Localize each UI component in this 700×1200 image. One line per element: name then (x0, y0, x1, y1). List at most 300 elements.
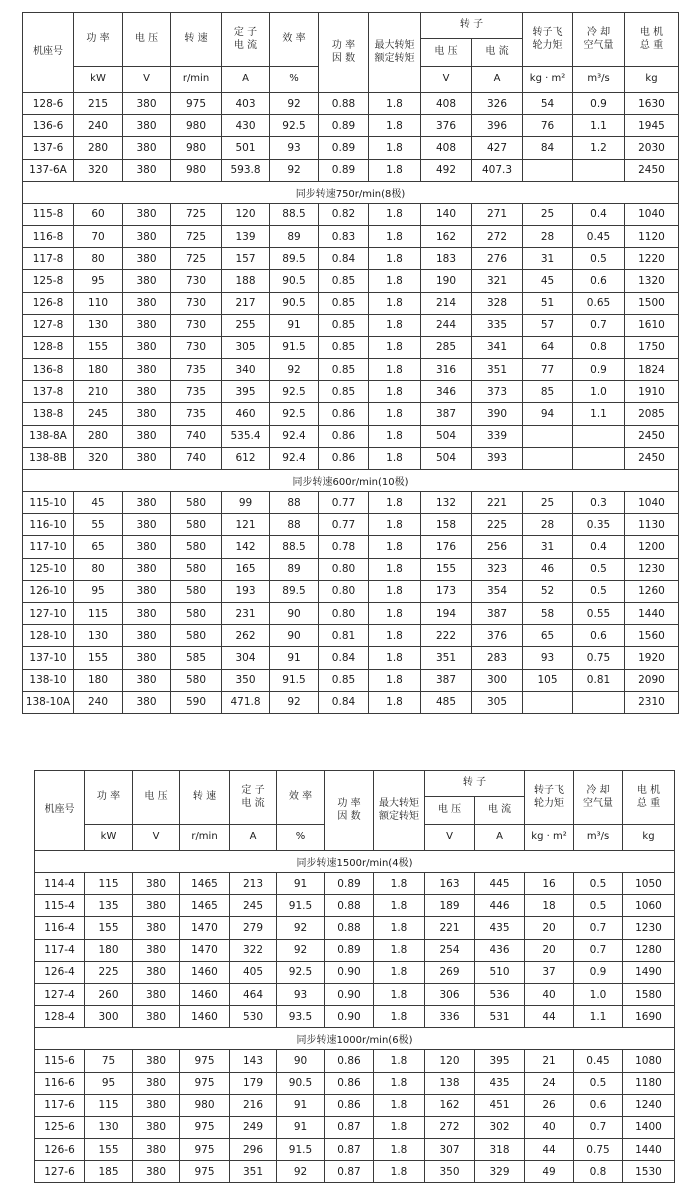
table-cell: 306 (425, 983, 475, 1005)
section-title: 同步转速750r/min(8极) (23, 181, 679, 203)
table-cell: 92.5 (277, 961, 325, 983)
table-cell: 380 (123, 93, 171, 115)
table-row (23, 381, 679, 403)
table-cell: 245 (230, 895, 277, 917)
table-cell: 0.5 (574, 895, 623, 917)
table-cell: 1.8 (369, 115, 421, 137)
table-cell: 0.90 (325, 983, 374, 1005)
table-cell: 91 (270, 314, 319, 336)
table-cell: 1.8 (374, 983, 425, 1005)
unit-power: kW (85, 825, 133, 851)
table-cell: 373 (472, 381, 523, 403)
table-cell: 0.90 (325, 961, 374, 983)
table-cell: 380 (123, 203, 171, 225)
table-cell: 1.8 (369, 270, 421, 292)
table-cell: 0.86 (319, 425, 369, 447)
table-cell: 46 (523, 558, 573, 580)
table-cell: 580 (171, 602, 222, 624)
table-cell: 0.45 (573, 225, 625, 247)
table-cell: 138-10A (23, 691, 74, 713)
section-title: 同步转速600r/min(10极) (23, 470, 679, 492)
table-cell: 92 (270, 691, 319, 713)
table-cell: 189 (425, 895, 475, 917)
table-cell: 0.87 (325, 1139, 374, 1161)
table-cell: 0.88 (325, 917, 374, 939)
header-rotor: 转 子 (425, 771, 525, 797)
table-cell: 92 (270, 359, 319, 381)
table-cell: 0.5 (573, 248, 625, 270)
table-cell: 185 (85, 1161, 133, 1183)
table-cell: 142 (222, 536, 270, 558)
table-cell: 380 (123, 248, 171, 270)
table-cell: 580 (171, 492, 222, 514)
table-cell: 1.8 (369, 314, 421, 336)
table-cell: 380 (123, 115, 171, 137)
table-cell: 531 (475, 1006, 525, 1028)
table-row (23, 292, 679, 314)
table-cell: 155 (85, 917, 133, 939)
table-cell: 0.75 (573, 647, 625, 669)
table-cell: 1.8 (374, 917, 425, 939)
table-cell: 51 (523, 292, 573, 314)
table-cell: 0.81 (319, 625, 369, 647)
table-cell: 249 (230, 1116, 277, 1138)
table-cell: 116-10 (23, 514, 74, 536)
table-cell: 446 (475, 895, 525, 917)
table-cell: 1580 (623, 983, 675, 1005)
table-cell: 193 (222, 580, 270, 602)
table-row (23, 536, 679, 558)
table-cell: 380 (123, 314, 171, 336)
table-row (35, 1139, 675, 1161)
table-cell: 140 (421, 203, 472, 225)
table-cell: 90 (277, 1050, 325, 1072)
table-cell: 127-6 (35, 1161, 85, 1183)
table-cell: 1500 (625, 292, 679, 314)
table-cell: 740 (171, 425, 222, 447)
table-cell: 92 (270, 159, 319, 181)
table-cell: 271 (472, 203, 523, 225)
table-cell: 975 (180, 1139, 230, 1161)
table-cell: 20 (525, 939, 574, 961)
table-row (35, 1161, 675, 1183)
table-cell: 58 (523, 602, 573, 624)
table-row (35, 961, 675, 983)
table-cell: 93 (270, 137, 319, 159)
table-cell: 121 (222, 514, 270, 536)
table-cell: 65 (74, 536, 123, 558)
table-cell: 350 (425, 1161, 475, 1183)
table-cell: 269 (425, 961, 475, 983)
table-cell: 451 (475, 1094, 525, 1116)
table-cell: 136-8 (23, 359, 74, 381)
table-cell: 300 (472, 669, 523, 691)
table-cell: 346 (421, 381, 472, 403)
table-row (23, 580, 679, 602)
table-cell: 0.82 (319, 203, 369, 225)
table-cell: 1.8 (369, 248, 421, 270)
table-cell: 245 (74, 403, 123, 425)
table-cell: 1460 (180, 1006, 230, 1028)
table-cell: 1.1 (573, 115, 625, 137)
table-cell: 380 (123, 270, 171, 292)
table-cell: 1824 (625, 359, 679, 381)
table-cell (523, 425, 573, 447)
table-cell: 28 (523, 514, 573, 536)
table-cell: 405 (230, 961, 277, 983)
table-cell: 70 (74, 225, 123, 247)
table-cell: 155 (421, 558, 472, 580)
header-power-factor: 功 率 因 数 (319, 13, 369, 93)
table-cell: 395 (222, 381, 270, 403)
table-cell: 99 (222, 492, 270, 514)
table-cell: 190 (421, 270, 472, 292)
header-flywheel: 转子飞 轮力矩 (525, 771, 574, 825)
table-cell: 130 (85, 1116, 133, 1138)
table-cell: 137-8 (23, 381, 74, 403)
motor-spec-table-2 (34, 770, 675, 1183)
table-cell (573, 691, 625, 713)
table-cell: 90 (270, 602, 319, 624)
table-cell: 580 (171, 536, 222, 558)
header-cooling-air: 冷 却 空气量 (573, 13, 625, 67)
table-cell: 139 (222, 225, 270, 247)
table-cell: 318 (475, 1139, 525, 1161)
table-cell: 55 (74, 514, 123, 536)
table-cell: 1.8 (369, 558, 421, 580)
table-cell: 214 (421, 292, 472, 314)
header-rotor-voltage: 电 压 (421, 39, 472, 67)
table-cell: 504 (421, 447, 472, 469)
table-cell: 80 (74, 248, 123, 270)
table-cell: 380 (133, 1161, 180, 1183)
unit-flywheel: kg · m² (523, 67, 573, 93)
table-row (23, 492, 679, 514)
table-cell: 351 (421, 647, 472, 669)
table-cell: 0.7 (573, 314, 625, 336)
table-cell: 316 (421, 359, 472, 381)
table-cell: 1.8 (374, 1006, 425, 1028)
table-cell: 1.8 (374, 1139, 425, 1161)
table-cell: 225 (85, 961, 133, 983)
table-cell: 501 (222, 137, 270, 159)
table-cell: 730 (171, 292, 222, 314)
table-cell: 340 (222, 359, 270, 381)
table-cell: 1320 (625, 270, 679, 292)
table-cell: 54 (523, 93, 573, 115)
table-cell: 1530 (623, 1161, 675, 1183)
header-weight: 电 机 总 重 (623, 771, 675, 825)
table-cell: 0.80 (319, 602, 369, 624)
table-cell: 380 (123, 425, 171, 447)
table-cell: 1460 (180, 961, 230, 983)
table-cell: 380 (123, 691, 171, 713)
table-cell: 0.80 (319, 558, 369, 580)
unit-weight: kg (625, 67, 679, 93)
table-cell: 351 (230, 1161, 277, 1183)
table-row (23, 647, 679, 669)
table-cell: 94 (523, 403, 573, 425)
table-cell: 380 (123, 514, 171, 536)
table-cell: 92.4 (270, 425, 319, 447)
table-cell: 471.8 (222, 691, 270, 713)
section-title: 同步转速1000r/min(6极) (35, 1028, 675, 1050)
table-cell: 1465 (180, 873, 230, 895)
table-row (35, 1072, 675, 1094)
table-cell: 92 (270, 93, 319, 115)
table-cell: 380 (133, 1006, 180, 1028)
table-row (23, 403, 679, 425)
header-flywheel: 转子飞 轮力矩 (523, 13, 573, 67)
table-cell: 0.85 (319, 314, 369, 336)
header-frame: 机座号 (35, 771, 85, 851)
table-cell: 52 (523, 580, 573, 602)
table-cell: 1.8 (369, 647, 421, 669)
table-cell: 464 (230, 983, 277, 1005)
table-cell: 240 (74, 115, 123, 137)
table-cell: 1280 (623, 939, 675, 961)
table-cell: 90 (270, 625, 319, 647)
table-cell: 1.8 (374, 1161, 425, 1183)
table-cell: 380 (123, 137, 171, 159)
table-cell: 91 (277, 1116, 325, 1138)
table-cell: 0.6 (574, 1094, 623, 1116)
table-cell: 0.5 (573, 558, 625, 580)
table-cell: 0.83 (319, 225, 369, 247)
table-cell: 1630 (625, 93, 679, 115)
table-cell: 180 (85, 939, 133, 961)
table-cell: 730 (171, 314, 222, 336)
table-cell: 0.6 (573, 270, 625, 292)
table-cell: 1460 (180, 983, 230, 1005)
table-cell: 1945 (625, 115, 679, 137)
table-cell: 28 (523, 225, 573, 247)
table-cell: 380 (133, 1072, 180, 1094)
table-cell: 380 (123, 536, 171, 558)
table-cell: 0.87 (325, 1116, 374, 1138)
table-cell: 280 (74, 425, 123, 447)
table-cell: 735 (171, 359, 222, 381)
table-cell: 1.8 (369, 403, 421, 425)
header-efficiency: 效 率 (277, 771, 325, 825)
table-row (23, 248, 679, 270)
table-cell: 221 (472, 492, 523, 514)
table-cell: 1.8 (369, 381, 421, 403)
table-cell: 188 (222, 270, 270, 292)
table-cell: 137-6 (23, 137, 74, 159)
table-row (23, 514, 679, 536)
table-cell: 283 (472, 647, 523, 669)
table-cell: 254 (425, 939, 475, 961)
table-cell: 37 (525, 961, 574, 983)
table-cell: 2450 (625, 159, 679, 181)
table-cell: 1470 (180, 939, 230, 961)
table-cell: 91 (270, 647, 319, 669)
table-cell: 0.86 (325, 1072, 374, 1094)
table-cell: 2450 (625, 425, 679, 447)
table-cell: 92.4 (270, 447, 319, 469)
table-cell: 138 (425, 1072, 475, 1094)
table-cell: 179 (230, 1072, 277, 1094)
table-cell: 0.81 (573, 669, 625, 691)
table-cell: 1080 (623, 1050, 675, 1072)
table-cell: 380 (133, 961, 180, 983)
table-cell: 0.4 (573, 536, 625, 558)
table-row (35, 983, 675, 1005)
unit-efficiency: % (277, 825, 325, 851)
table-cell: 376 (421, 115, 472, 137)
table-cell: 1130 (625, 514, 679, 536)
table-cell: 115 (74, 602, 123, 624)
table-cell: 0.5 (573, 580, 625, 602)
table-cell: 25 (523, 203, 573, 225)
table-cell: 126-6 (35, 1139, 85, 1161)
table-cell: 0.7 (574, 939, 623, 961)
table-cell: 0.9 (573, 93, 625, 115)
table-cell: 380 (123, 359, 171, 381)
table-cell: 975 (180, 1072, 230, 1094)
table-cell: 2085 (625, 403, 679, 425)
table-cell: 125-6 (35, 1116, 85, 1138)
table-cell: 1.8 (374, 1094, 425, 1116)
table-cell: 225 (472, 514, 523, 536)
table-cell: 231 (222, 602, 270, 624)
unit-voltage: V (133, 825, 180, 851)
table-cell: 91.5 (277, 895, 325, 917)
table-cell: 75 (85, 1050, 133, 1072)
table-cell: 1180 (623, 1072, 675, 1094)
table-cell: 95 (74, 580, 123, 602)
table-cell: 1560 (625, 625, 679, 647)
table-cell: 215 (74, 93, 123, 115)
table-cell: 492 (421, 159, 472, 181)
table-cell: 125-10 (23, 558, 74, 580)
table-row (35, 917, 675, 939)
table-cell: 93 (523, 647, 573, 669)
table-cell: 1060 (623, 895, 675, 917)
header-power-factor: 功 率 因 数 (325, 771, 374, 851)
table-cell: 326 (472, 93, 523, 115)
table-cell: 1.8 (369, 425, 421, 447)
table-cell: 980 (171, 115, 222, 137)
table-cell: 380 (133, 1139, 180, 1161)
table-cell: 132 (421, 492, 472, 514)
table-body (35, 851, 675, 1183)
table-cell: 26 (525, 1094, 574, 1116)
table-cell: 380 (133, 1050, 180, 1072)
table-cell: 322 (230, 939, 277, 961)
table-cell: 390 (472, 403, 523, 425)
table-cell: 92.5 (270, 381, 319, 403)
table-cell: 115-6 (35, 1050, 85, 1072)
table-cell: 336 (425, 1006, 475, 1028)
table-cell: 380 (123, 447, 171, 469)
table-cell: 126-10 (23, 580, 74, 602)
table-cell: 0.77 (319, 492, 369, 514)
table-cell: 460 (222, 403, 270, 425)
table-cell: 380 (123, 669, 171, 691)
table-cell: 321 (472, 270, 523, 292)
table-cell: 380 (123, 602, 171, 624)
table-cell: 1.2 (573, 137, 625, 159)
table-cell: 1260 (625, 580, 679, 602)
table-cell: 351 (472, 359, 523, 381)
table-cell: 92.5 (270, 403, 319, 425)
table-cell: 21 (525, 1050, 574, 1072)
table-cell: 136-6 (23, 115, 74, 137)
table-cell: 89.5 (270, 248, 319, 270)
table-row (23, 359, 679, 381)
table-cell: 380 (123, 558, 171, 580)
table-cell: 1440 (623, 1139, 675, 1161)
unit-cooling-air: m³/s (573, 67, 625, 93)
table-cell: 580 (171, 514, 222, 536)
table-cell: 155 (85, 1139, 133, 1161)
table-cell: 0.5 (574, 873, 623, 895)
table-cell: 580 (171, 558, 222, 580)
table-cell: 380 (133, 1116, 180, 1138)
table-row (35, 939, 675, 961)
table-cell: 0.85 (319, 292, 369, 314)
table-cell: 1.1 (574, 1006, 623, 1028)
table-cell: 380 (123, 225, 171, 247)
unit-cooling-air: m³/s (574, 825, 623, 851)
table-cell: 0.8 (573, 336, 625, 358)
table-cell: 1.8 (374, 873, 425, 895)
table-row (35, 1094, 675, 1116)
table-cell: 272 (472, 225, 523, 247)
table-cell: 380 (133, 983, 180, 1005)
table-row (35, 1050, 675, 1072)
table-cell: 328 (472, 292, 523, 314)
table-cell: 380 (123, 403, 171, 425)
table-cell: 276 (472, 248, 523, 270)
header-frame: 机座号 (23, 13, 74, 93)
table-cell: 0.85 (319, 336, 369, 358)
table-cell: 341 (472, 336, 523, 358)
table-cell: 1.1 (573, 403, 625, 425)
table-cell: 408 (421, 137, 472, 159)
table-cell: 1.8 (374, 1116, 425, 1138)
table-cell: 380 (123, 625, 171, 647)
table-cell: 740 (171, 447, 222, 469)
table-cell (573, 425, 625, 447)
table-cell: 323 (472, 558, 523, 580)
table-cell: 1.8 (369, 225, 421, 247)
table-cell: 255 (222, 314, 270, 336)
table-cell: 105 (523, 669, 573, 691)
table-cell: 1200 (625, 536, 679, 558)
table-cell: 88 (270, 514, 319, 536)
table-cell: 280 (74, 137, 123, 159)
table-cell: 1.8 (374, 939, 425, 961)
table-cell: 580 (171, 625, 222, 647)
table-cell: 279 (230, 917, 277, 939)
table-cell: 0.86 (325, 1050, 374, 1072)
table-cell: 304 (222, 647, 270, 669)
table-cell: 80 (74, 558, 123, 580)
table-cell: 49 (525, 1161, 574, 1183)
table-cell: 16 (525, 873, 574, 895)
table-cell: 387 (472, 602, 523, 624)
table-cell: 165 (222, 558, 270, 580)
table-cell: 217 (222, 292, 270, 314)
table-cell: 0.75 (574, 1139, 623, 1161)
table-cell: 445 (475, 873, 525, 895)
table-cell: 91 (277, 873, 325, 895)
table-cell: 1.8 (369, 93, 421, 115)
table-row (23, 203, 679, 225)
